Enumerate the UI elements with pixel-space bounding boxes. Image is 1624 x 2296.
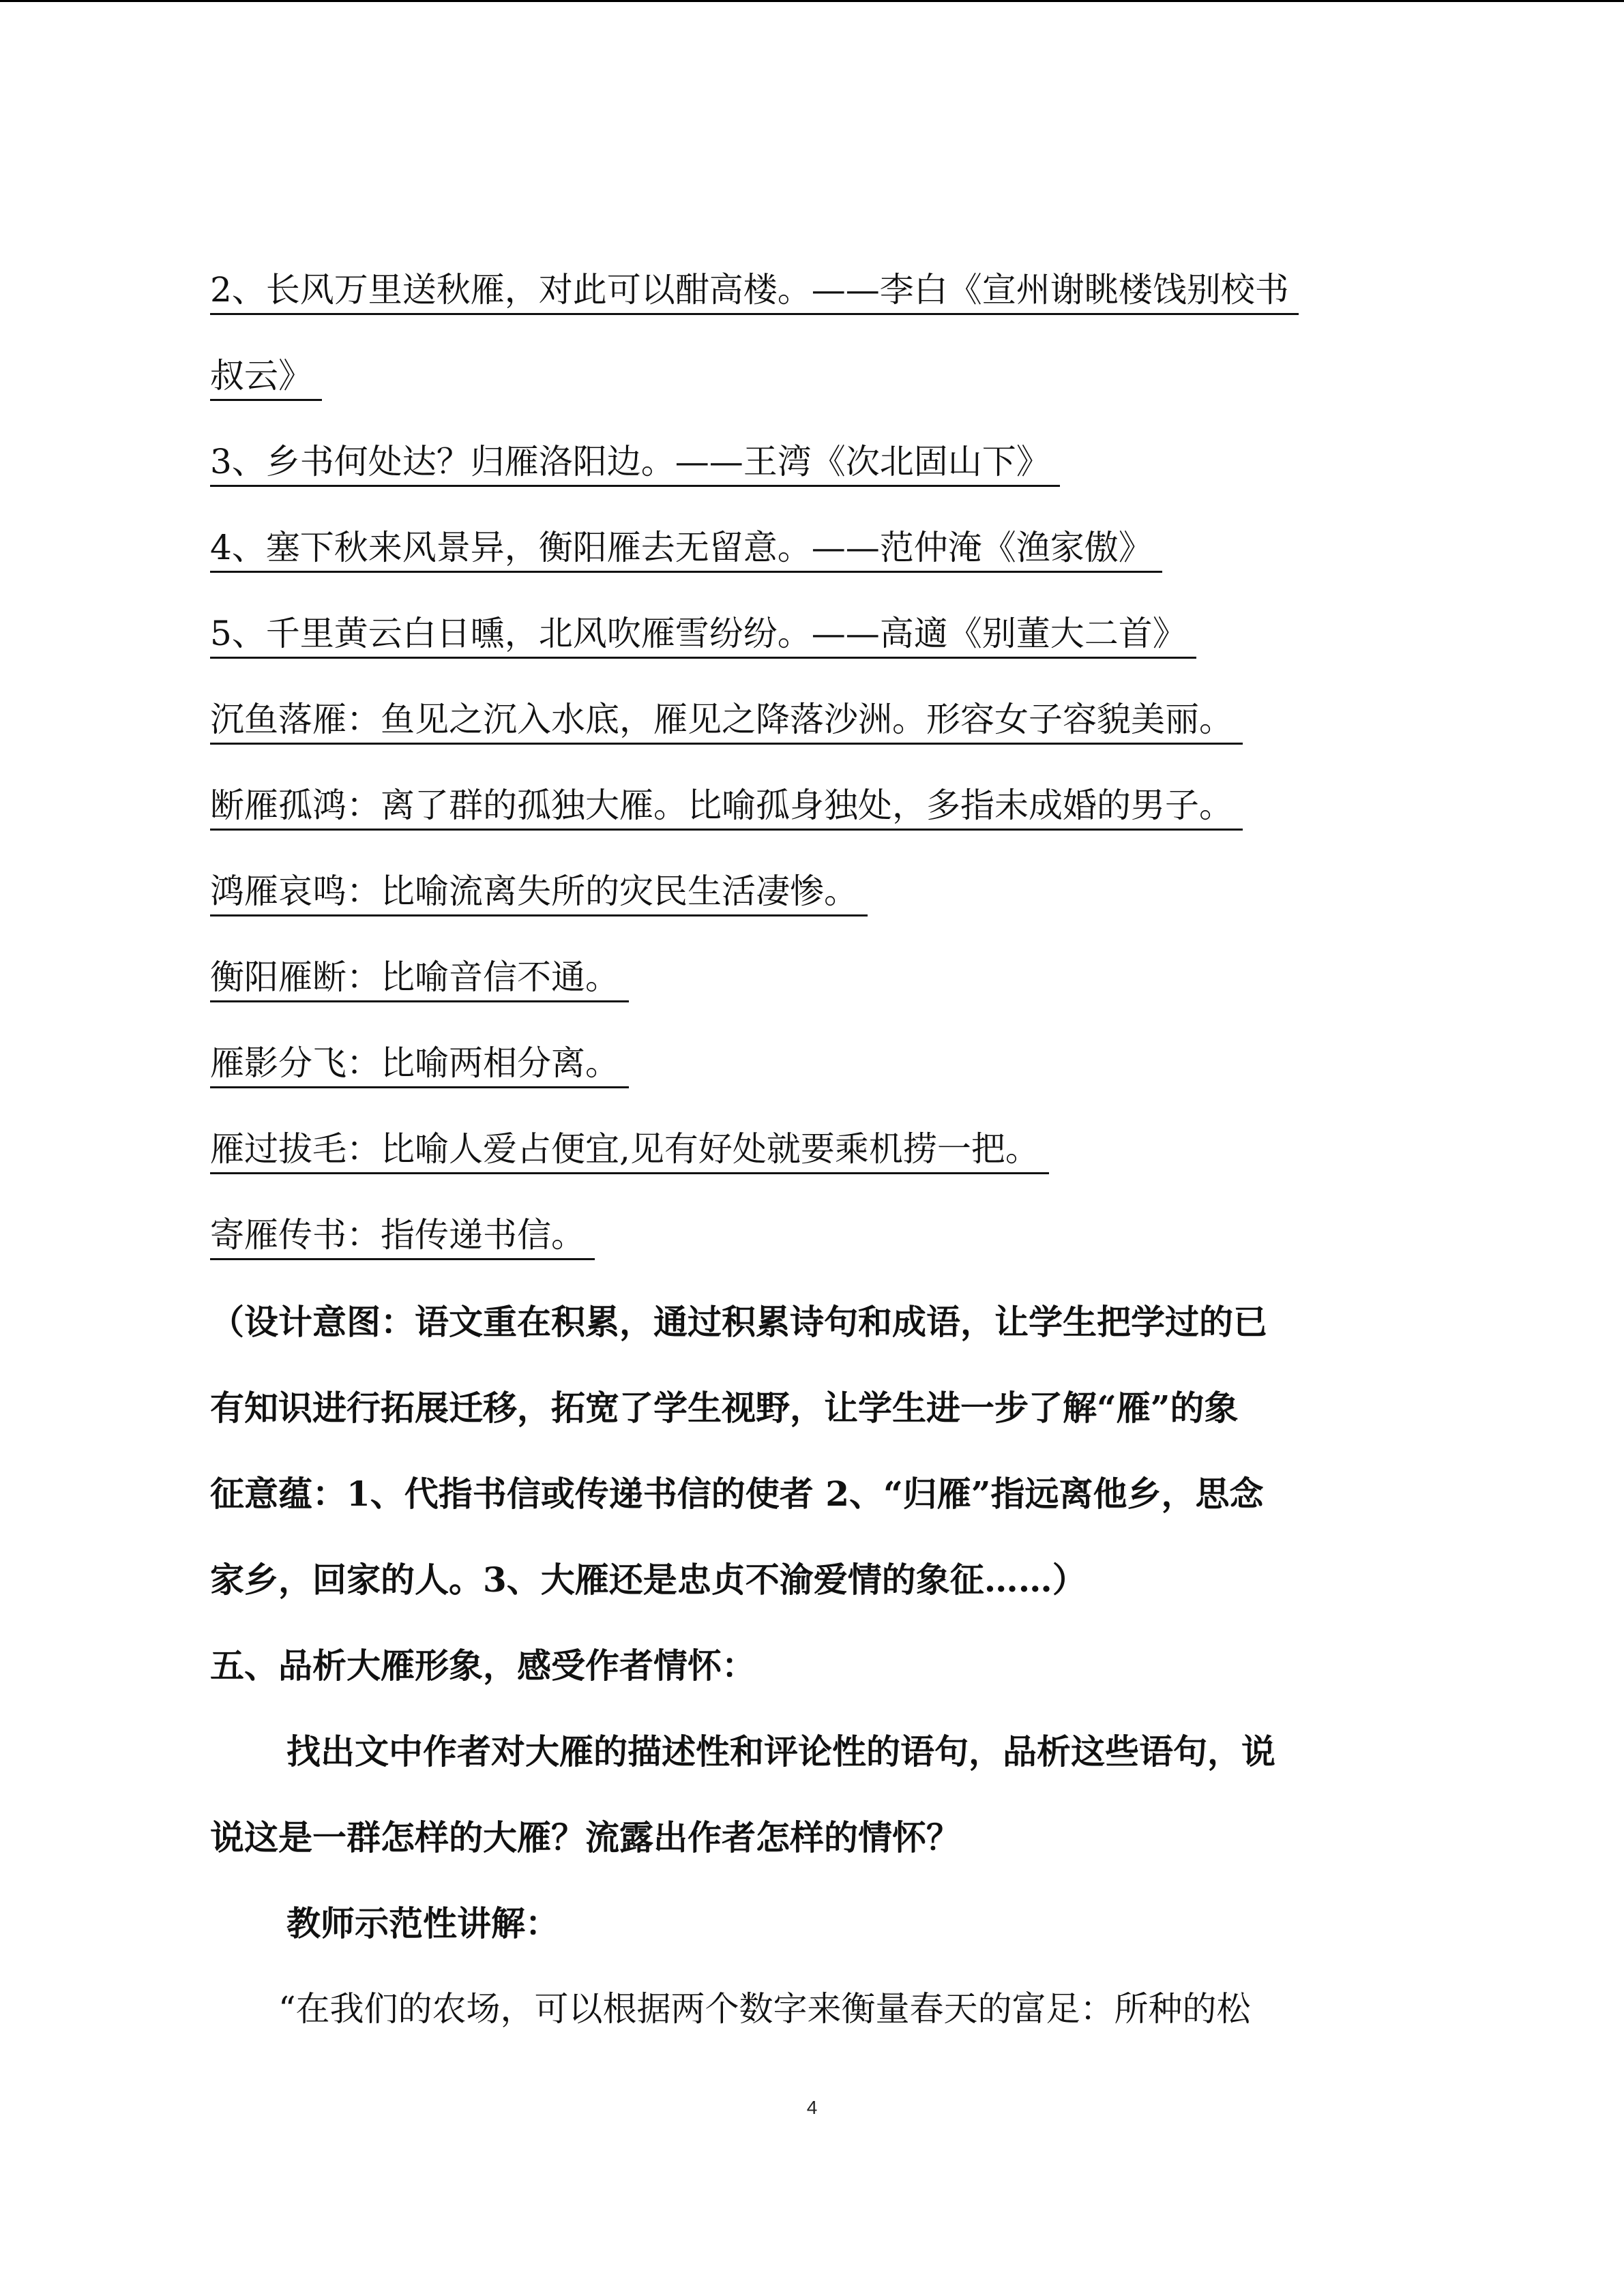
- idiom-line-4: [210, 933, 1424, 1019]
- poem-text: 2、长风万里送秋雁，对此可以酣高楼。——李白《宣州谢眺楼饯别校书: [210, 267, 1299, 316]
- poem-text: 4、塞下秋来风景异，衡阳雁去无留意。——范仲淹《渔家傲》: [210, 525, 1162, 573]
- idiom-line-7: [210, 1191, 1424, 1277]
- idiom-text: 衡阳雁断：比喻音信不通。: [210, 955, 629, 1003]
- page-top-border: [0, 0, 1624, 2]
- poem-line-3: [210, 503, 1424, 589]
- idiom-text: 寄雁传书：指传递书信。: [210, 1212, 595, 1261]
- task-text: 说这是一群怎样的大雁？流露出作者怎样的情怀？: [210, 1817, 960, 1858]
- task-line-1: [210, 1706, 1424, 1792]
- design-intent-line-4: [210, 1534, 1424, 1620]
- idiom-text: 鸿雁哀鸣：比喻流离失所的灾民生活凄惨。: [210, 869, 868, 917]
- poem-line-1-continued: [210, 331, 1424, 417]
- poem-line-2: [210, 417, 1424, 503]
- idiom-line-5: [210, 1019, 1424, 1105]
- design-intent-line-1: [210, 1277, 1424, 1362]
- poem-line-4: [210, 589, 1424, 675]
- idiom-line-1: [210, 675, 1424, 761]
- poem-line-1: [210, 245, 1424, 331]
- teacher-heading-text: 教师示范性讲解：: [286, 1903, 559, 1944]
- document-page: [210, 245, 1424, 2050]
- idiom-line-3: [210, 847, 1424, 933]
- design-intent-text: （设计意图：语文重在积累，通过积累诗句和成语，让学生把学过的已: [210, 1302, 1267, 1343]
- task-text: 找出文中作者对大雁的描述性和评论性的语句，品析这些语句，说: [286, 1731, 1275, 1772]
- idiom-line-2: [210, 761, 1424, 847]
- design-intent-line-3: [210, 1448, 1424, 1534]
- design-intent-text: 征意蕴：1、代指书信或传递书信的使者 2、“归雁”指远离他乡，思念: [210, 1474, 1264, 1515]
- poem-text: 叔云》: [210, 353, 322, 402]
- poem-text: 3、乡书何处达？归雁洛阳边。——王湾《次北固山下》: [210, 439, 1060, 488]
- idiom-text: 断雁孤鸿：离了群的孤独大雁。比喻孤身独处，多指未成婚的男子。: [210, 783, 1243, 831]
- poem-text: 5、千里黄云白日曛，北风吹雁雪纷纷。——高適《别董大二首》: [210, 611, 1196, 659]
- idiom-text: 雁影分飞：比喻两相分离。: [210, 1041, 629, 1089]
- task-line-2: [210, 1792, 1424, 1878]
- idiom-line-6: [210, 1105, 1424, 1191]
- design-intent-line-2: [210, 1362, 1424, 1448]
- design-intent-text: 有知识进行拓展迁移，拓宽了学生视野，让学生进一步了解“雁”的象: [210, 1388, 1239, 1429]
- quote-text: “在我们的农场，可以根据两个数字来衡量春天的富足：所种的松: [278, 1989, 1251, 2029]
- idiom-text: 雁过拔毛：比喻人爱占便宜,见有好处就要乘机捞一把。: [210, 1127, 1049, 1175]
- teacher-heading: [210, 1878, 1424, 1964]
- idiom-text: 沉鱼落雁：鱼见之沉入水底，雁见之降落沙洲。形容女子容貌美丽。: [210, 697, 1243, 745]
- design-intent-text: 家乡，回家的人。3、大雁还是忠贞不渝爱情的象征……）: [210, 1560, 1087, 1600]
- page-number: 4: [806, 2097, 818, 2118]
- quote-start-line: [210, 1964, 1424, 2050]
- section-heading: [210, 1620, 1424, 1706]
- section-heading-text: 五、品析大雁形象，感受作者情怀：: [210, 1645, 756, 1686]
